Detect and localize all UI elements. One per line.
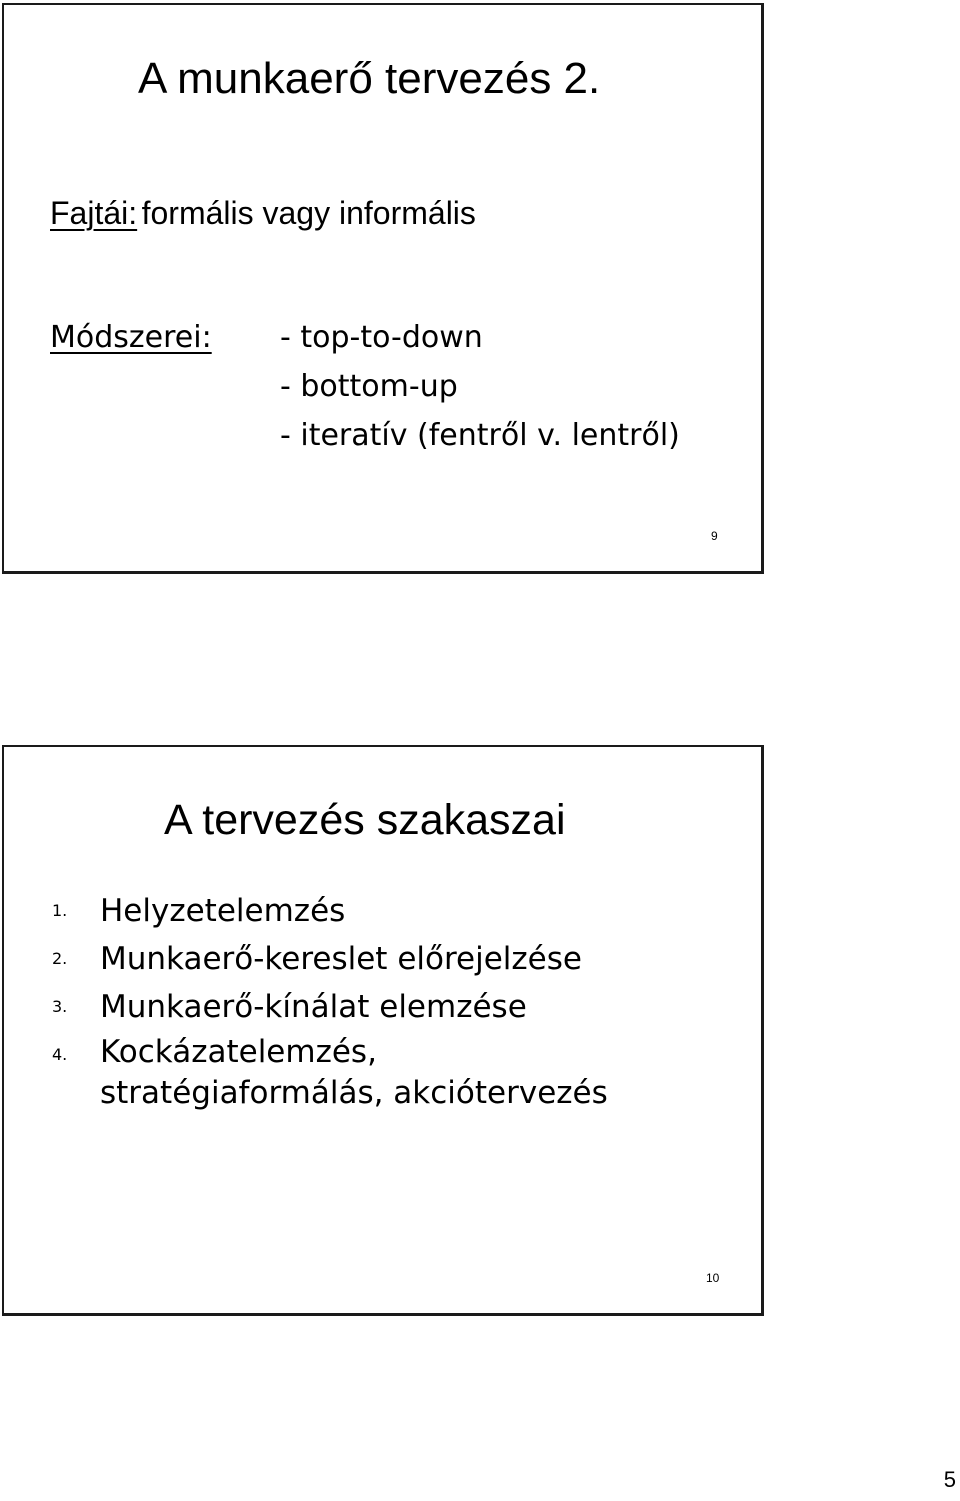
list-item	[52, 983, 608, 1031]
slide-title: A tervezés szakaszai	[164, 796, 566, 844]
list-text: Munkaerő-kínálat elemzése	[100, 989, 527, 1025]
list-number: 3.	[52, 997, 68, 1016]
list-text-continued: stratégiaformálás, akciótervezés	[100, 1075, 608, 1111]
slide-number: 10	[706, 1271, 720, 1285]
method-item: - top-to-down	[280, 320, 483, 355]
methods-label: Módszerei:	[50, 320, 212, 355]
slide-number: 9	[711, 529, 718, 543]
page-number: 5	[943, 1467, 956, 1492]
phase-list	[52, 887, 608, 1113]
list-number: 1.	[52, 901, 68, 920]
list-number: 2.	[52, 949, 68, 968]
list-number: 4.	[52, 1045, 68, 1064]
types-label: Fajtái:	[50, 195, 138, 231]
list-text: Helyzetelemzés	[100, 893, 346, 929]
method-item: - bottom-up	[280, 369, 458, 404]
list-item	[52, 1031, 608, 1113]
list-text: Kockázatelemzés,	[100, 1034, 377, 1070]
slide-9	[2, 3, 764, 574]
types-value: formális vagy informális	[141, 195, 476, 231]
slide-title: A munkaerő tervezés 2.	[138, 54, 601, 103]
method-item: - iteratív (fentről v. lentről)	[280, 418, 680, 453]
types-line	[50, 197, 476, 229]
slide-10	[2, 745, 764, 1316]
list-text: Munkaerő-kereslet előrejelzése	[100, 941, 582, 977]
list-item	[52, 887, 608, 935]
list-item	[52, 935, 608, 983]
